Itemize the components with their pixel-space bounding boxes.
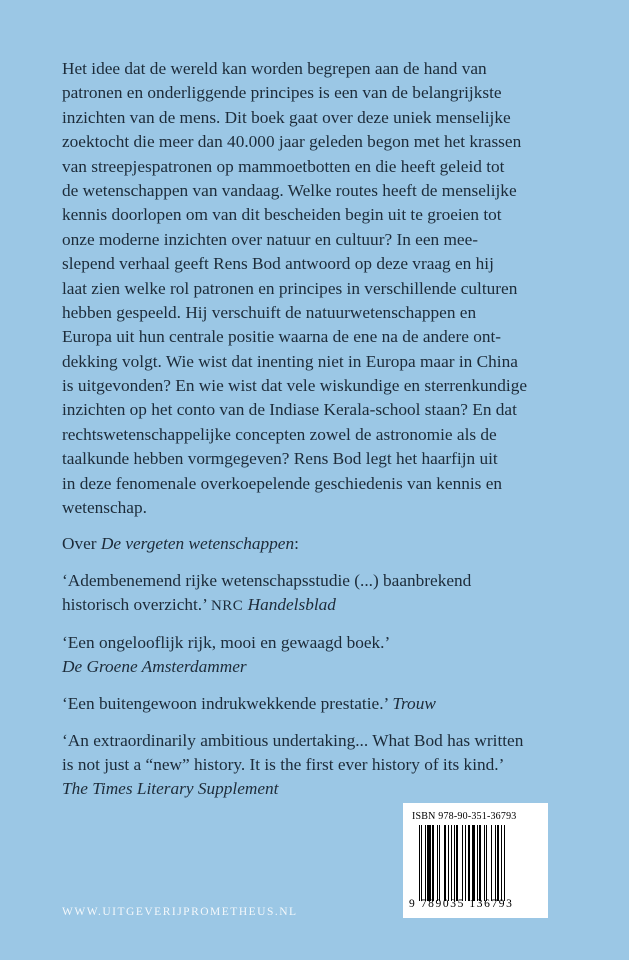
- blurb-line: inzichten van de mens. Dit boek gaat over deze uniek menselijke: [62, 107, 511, 127]
- blurb-line: Europa uit hun centrale positie waarna de ene na de andere ont-: [62, 327, 502, 347]
- barcode-bar: [472, 825, 475, 901]
- barcode-bar: [432, 825, 434, 901]
- barcode-bar: [427, 825, 430, 901]
- blurb-line: de wetenschappen van vandaag. Welke routes heeft de menselijke: [62, 180, 517, 200]
- review-quote: [62, 729, 523, 801]
- barcode-bar: [462, 825, 463, 901]
- quote-line: ‘An extraordinarily ambitious undertaking... What Bod has written: [62, 731, 524, 750]
- blurb-line: dekking volgt. Wie wist dat inenting niet in Europa maar in China: [62, 351, 518, 371]
- barcode-bar: [439, 825, 440, 901]
- blurb-line: inzichten op het conto van de Indiase Kerala-school staan? En dat: [62, 400, 517, 420]
- blurb-line: onze moderne inzichten over natuur en cultuur? In een mee-: [62, 229, 478, 249]
- barcode-bar: [425, 825, 426, 901]
- heading-suffix: :: [294, 534, 299, 553]
- blurb-line: Het idee dat de wereld kan worden begrepen aan de hand van: [62, 59, 487, 78]
- barcode-bar: [477, 825, 478, 901]
- blurb-line: wetenschap.: [62, 498, 147, 518]
- blurb-line: taalkunde hebben vormgegeven? Rens Bod legt het haarfijn uit: [62, 449, 498, 469]
- barcode-bar: [495, 825, 496, 901]
- quote-source: Handelsblad: [243, 595, 336, 614]
- barcode-bar: [456, 825, 458, 901]
- barcode-bar: [437, 825, 438, 901]
- barcode-digits: 9 789035 136793: [409, 898, 514, 910]
- quote-line: ‘Een ongelooflijk rijk, mooi en gewaagd boek.’: [62, 633, 391, 652]
- reviews-heading: [62, 532, 523, 556]
- quote-source: The Times Literary Supplement: [62, 779, 279, 798]
- barcode-bar: [497, 825, 499, 901]
- quote-line: historisch overzicht.’: [62, 595, 211, 614]
- blurb-line: laat zien welke rol patronen en principes in verschillende culturen: [62, 278, 518, 298]
- quote-line: is not just a “new” history. It is the first ever history of its kind.’: [62, 755, 505, 774]
- barcode-bar: [486, 825, 487, 901]
- isbn-label: ISBN 978-90-351-36793: [412, 811, 517, 822]
- barcode-bar: [501, 825, 502, 901]
- review-quote: [62, 692, 523, 716]
- quote-source: Trouw: [392, 694, 436, 713]
- quote-source: De Groene Amsterdammer: [62, 657, 247, 676]
- publisher-website[interactable]: WWW.UITGEVERIJPROMETHEUS.NL: [62, 906, 298, 918]
- barcode-bar: [504, 825, 505, 901]
- barcode-bar: [479, 825, 481, 901]
- blurb-line: rechtswetenschappelijke concepten zowel de astronomie als de: [62, 424, 497, 444]
- isbn-barcode: [403, 803, 548, 918]
- quote-line: ‘Adembenemend rijke wetenschapsstudie (...) baanbrekend: [62, 571, 472, 590]
- blurb-line: is uitgevonden? En wie wist dat vele wiskundige en sterrenkundige: [62, 376, 528, 396]
- blurb-line: kennis doorlopen om van dit bescheiden begin uit te groeien tot: [62, 205, 502, 225]
- review-quote: [62, 631, 523, 679]
- book-title: De vergeten wetenschappen: [100, 534, 295, 553]
- barcode-bar: [421, 825, 422, 901]
- quote-source-sc: NRC: [210, 598, 244, 614]
- blurb-text: [62, 57, 527, 520]
- barcode-bar: [484, 825, 485, 901]
- blurb-line: hebben gespeeld. Hij verschuift de natuurwetenschappen en: [62, 302, 477, 322]
- barcode-bars: [419, 825, 535, 901]
- blurb-line: patronen en onderliggende principes is een van de belangrijkste: [62, 83, 502, 103]
- heading-prefix: Over: [62, 534, 101, 553]
- barcode-bar: [419, 825, 420, 901]
- blurb-line: in deze fenomenale overkoepelende geschiedenis van kennis en: [62, 473, 503, 493]
- blurb-line: zoektocht die meer dan 40.000 jaar geleden begon met het krassen: [62, 132, 522, 152]
- blurb-line: slepend verhaal geeft Rens Bod antwoord op deze vraag en hij: [62, 254, 494, 274]
- barcode-bar: [444, 825, 446, 901]
- quote-line: ‘Een buitengewoon indrukwekkende prestatie.’: [62, 694, 393, 713]
- barcode-bar: [454, 825, 455, 901]
- barcode-bar: [451, 825, 452, 901]
- reviews-section: [62, 532, 523, 801]
- barcode-bar: [448, 825, 449, 901]
- barcode-bar: [491, 825, 492, 901]
- barcode-bar: [465, 825, 466, 901]
- review-quote: [62, 569, 523, 618]
- barcode-bar: [468, 825, 470, 901]
- blurb-line: van streepjespatronen op mammoetbotten en die heeft geleid tot: [62, 156, 505, 176]
